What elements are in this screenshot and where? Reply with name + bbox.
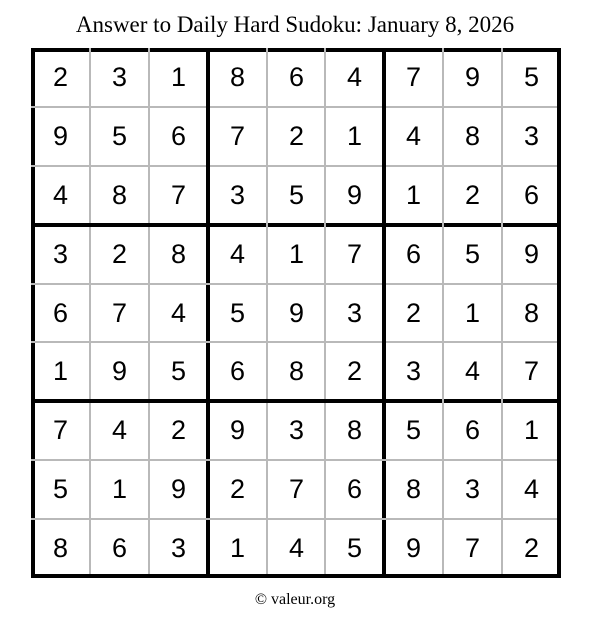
- sudoku-cell: 9: [464, 62, 481, 92]
- sudoku-cell: 1: [52, 356, 69, 386]
- sudoku-cell: 3: [229, 180, 246, 210]
- sudoku-cell: 2: [52, 62, 69, 92]
- sudoku-cell: 9: [52, 121, 69, 151]
- sudoku-cell: 4: [405, 121, 422, 151]
- sudoku-cell: 2: [464, 180, 481, 210]
- sudoku-cell: 4: [229, 239, 246, 269]
- sudoku-cell: 2: [523, 533, 540, 563]
- sudoku-cell: 1: [170, 62, 187, 92]
- sudoku-cell: 2: [111, 239, 128, 269]
- sudoku-cell: 3: [111, 62, 128, 92]
- sudoku-cell: 4: [170, 298, 187, 328]
- sudoku-cell: 1: [405, 180, 422, 210]
- sudoku-cell: 4: [111, 415, 128, 445]
- sudoku-cell: 8: [523, 298, 540, 328]
- sudoku-cell: 1: [523, 415, 540, 445]
- sudoku-cell: 6: [405, 239, 422, 269]
- sudoku-cell: 8: [405, 474, 422, 504]
- sudoku-cell: 8: [170, 239, 187, 269]
- sudoku-cell: 3: [464, 474, 481, 504]
- sudoku-cell: 7: [405, 62, 422, 92]
- sudoku-cell: 1: [346, 121, 363, 151]
- sudoku-cell: 6: [111, 533, 128, 563]
- sudoku-cell: 4: [288, 533, 305, 563]
- sudoku-cell: 9: [523, 239, 540, 269]
- sudoku-cell: 2: [170, 415, 187, 445]
- sudoku-cell: 1: [229, 533, 246, 563]
- sudoku-cell: 3: [288, 415, 305, 445]
- sudoku-cell: 9: [170, 474, 187, 504]
- sudoku-cell: 7: [523, 356, 540, 386]
- sudoku-cell: 3: [52, 239, 69, 269]
- sudoku-cell: 5: [464, 239, 481, 269]
- sudoku-cell: 8: [464, 121, 481, 151]
- sudoku-cell: 7: [346, 239, 363, 269]
- sudoku-cell: 5: [52, 474, 69, 504]
- sudoku-cell: 5: [111, 121, 128, 151]
- sudoku-cell: 1: [288, 239, 305, 269]
- sudoku-cell: 7: [52, 415, 69, 445]
- sudoku-cell: 8: [346, 415, 363, 445]
- sudoku-cell: 7: [464, 533, 481, 563]
- sudoku-cell: 9: [111, 356, 128, 386]
- sudoku-cell: 6: [523, 180, 540, 210]
- sudoku-cell: 6: [464, 415, 481, 445]
- sudoku-cell: 7: [229, 121, 246, 151]
- sudoku-cell: 9: [405, 533, 422, 563]
- sudoku-cell: 4: [464, 356, 481, 386]
- sudoku-board: [31, 48, 561, 578]
- sudoku-cell: 5: [346, 533, 363, 563]
- sudoku-cell: 7: [170, 180, 187, 210]
- sudoku-cell: 3: [170, 533, 187, 563]
- sudoku-cell: 5: [405, 415, 422, 445]
- sudoku-cell: 3: [346, 298, 363, 328]
- sudoku-cell: 7: [288, 474, 305, 504]
- page-title: Answer to Daily Hard Sudoku: January 8, 2026: [75, 12, 515, 37]
- sudoku-cell: 6: [229, 356, 246, 386]
- sudoku-cell: 3: [405, 356, 422, 386]
- sudoku-cell: 1: [111, 474, 128, 504]
- sudoku-cell: 1: [464, 298, 481, 328]
- sudoku-cell: 2: [288, 121, 305, 151]
- sudoku-cell: 5: [229, 298, 246, 328]
- sudoku-cell: 6: [52, 298, 69, 328]
- sudoku-cell: 2: [229, 474, 246, 504]
- sudoku-cell: 9: [229, 415, 246, 445]
- sudoku-cell: 8: [229, 62, 246, 92]
- sudoku-cell: 8: [52, 533, 69, 563]
- sudoku-cell: 2: [405, 298, 422, 328]
- copyright-footer: © valeur.org: [254, 591, 336, 608]
- sudoku-cell: 6: [170, 121, 187, 151]
- sudoku-cell: 6: [288, 62, 305, 92]
- sudoku-cell: 9: [346, 180, 363, 210]
- sudoku-cell: 4: [523, 474, 540, 504]
- sudoku-cell: 8: [288, 356, 305, 386]
- sudoku-cell: 5: [288, 180, 305, 210]
- sudoku-cell: 7: [111, 298, 128, 328]
- sudoku-cell: 6: [346, 474, 363, 504]
- sudoku-cell: 4: [52, 180, 69, 210]
- sudoku-cell: 9: [288, 298, 305, 328]
- sudoku-cell: 8: [111, 180, 128, 210]
- sudoku-cell: 5: [170, 356, 187, 386]
- sudoku-cell: 3: [523, 121, 540, 151]
- sudoku-cell: 2: [346, 356, 363, 386]
- sudoku-cell: 4: [346, 62, 363, 92]
- sudoku-cell: 5: [523, 62, 540, 92]
